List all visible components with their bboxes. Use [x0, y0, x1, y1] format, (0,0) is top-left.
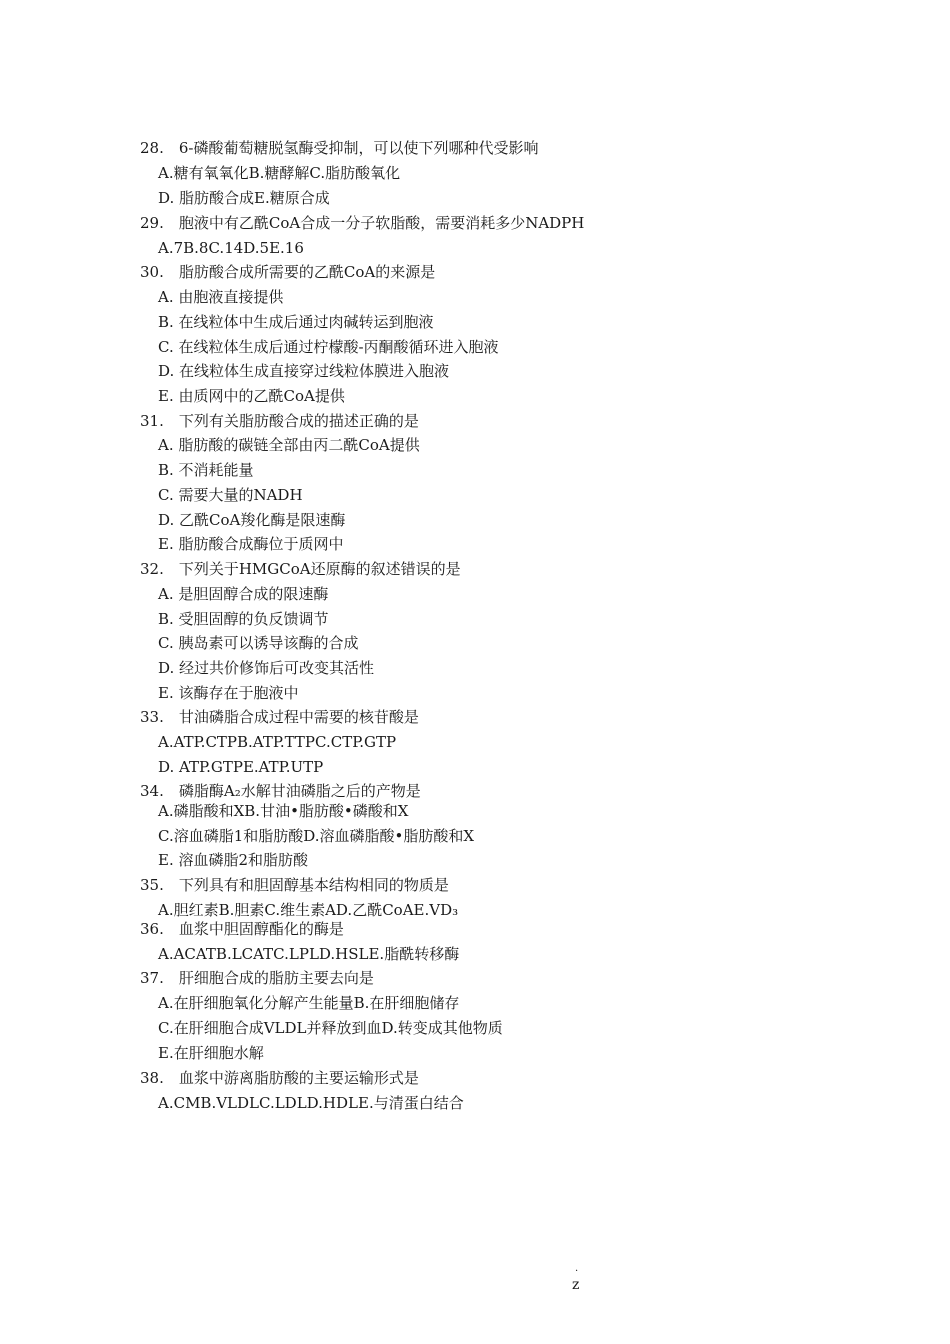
question-34: 34. 磷脂酶A₂水解甘油磷脂之后的产物是	[140, 782, 421, 800]
question-28: 28. 6-磷酸葡萄糖脱氢酶受抑制，可以使下列哪种代受影响	[140, 139, 539, 157]
options-34-ab: A.磷脂酸和XB.甘油•脂肪酸•磷酸和X	[158, 802, 409, 820]
option-31-c: C. 需要大量的NADH	[158, 486, 303, 504]
footer-dot: .	[575, 1263, 579, 1274]
option-30-b: B. 在线粒体中生成后通过肉碱转运到胞液	[158, 313, 434, 331]
question-36: 36. 血浆中胆固醇酯化的酶是	[140, 920, 344, 938]
footer-page-mark: z	[572, 1277, 580, 1293]
option-32-d: D. 经过共价修饰后可改变其活性	[158, 659, 375, 677]
option-32-b: B. 受胆固醇的负反馈调节	[158, 610, 329, 628]
question-31: 31. 下列有关脂肪酸合成的描述正确的是	[140, 412, 419, 430]
question-30: 30. 脂肪酸合成所需要的乙酰CoA的来源是	[140, 263, 436, 281]
option-32-a: A. 是胆固醇合成的限速酶	[158, 585, 329, 603]
question-29: 29. 胞液中有乙酰CoA合成一分子软脂酸，需要消耗多少NADPH	[140, 214, 585, 232]
options-37-cd: C.在肝细胞合成VLDL并释放到血D.转变成其他物质	[158, 1019, 503, 1037]
options-36: A.ACATB.LCATC.LPLD.HSLE.脂酰转移酶	[158, 945, 460, 963]
options-28-de: D. 脂肪酸合成E.糖原合成	[158, 189, 330, 207]
option-32-e: E. 该酶存在于胞液中	[158, 684, 299, 702]
options-33-de: D. ATP.GTPE.ATP.UTP	[158, 758, 324, 776]
question-38: 38. 血浆中游离脂肪酸的主要运输形式是	[140, 1069, 419, 1087]
question-37: 37. 肝细胞合成的脂肪主要去向是	[140, 969, 374, 987]
option-30-a: A. 由胞液直接提供	[158, 288, 284, 306]
options-34-cd: C.溶血磷脂1和脂肪酸D.溶血磷脂酸•脂肪酸和X	[158, 827, 475, 845]
option-31-b: B. 不消耗能量	[158, 461, 254, 479]
options-33-abc: A.ATP.CTPB.ATP.TTPC.CTP.GTP	[158, 733, 397, 751]
option-31-d: D. 乙酰CoA羧化酶是限速酶	[158, 511, 346, 529]
question-32: 32. 下列关于HMGCoA还原酶的叙述错误的是	[140, 560, 461, 578]
question-35: 35. 下列具有和胆固醇基本结构相同的物质是	[140, 876, 449, 894]
option-34-e: E. 溶血磷脂2和脂肪酸	[158, 851, 309, 869]
options-38: A.CMB.VLDLC.LDLD.HDLE.与清蛋白结合	[158, 1094, 464, 1112]
options-37-ab: A.在肝细胞氧化分解产生能量B.在肝细胞储存	[158, 994, 460, 1012]
option-37-e: E.在肝细胞水解	[158, 1044, 264, 1062]
options-28-abc: A.糖有氧氧化B.糖酵解C.脂肪酸氧化	[158, 164, 401, 182]
options-35: A.胆红素B.胆素C.维生素AD.乙酰CoAE.VD₃	[158, 901, 459, 919]
question-33: 33. 甘油磷脂合成过程中需要的核苷酸是	[140, 708, 419, 726]
option-31-a: A. 脂肪酸的碳链全部由丙二酰CoA提供	[158, 436, 420, 454]
option-31-e: E. 脂肪酸合成酶位于质网中	[158, 535, 344, 553]
option-30-e: E. 由质网中的乙酰CoA提供	[158, 387, 345, 405]
option-30-d: D. 在线粒体生成直接穿过线粒体膜进入胞液	[158, 362, 450, 380]
option-30-c: C. 在线粒体生成后通过柠檬酸-丙酮酸循环进入胞液	[158, 338, 499, 356]
options-29: A.7B.8C.14D.5E.16	[158, 239, 304, 257]
option-32-c: C. 胰岛素可以诱导该酶的合成	[158, 634, 359, 652]
